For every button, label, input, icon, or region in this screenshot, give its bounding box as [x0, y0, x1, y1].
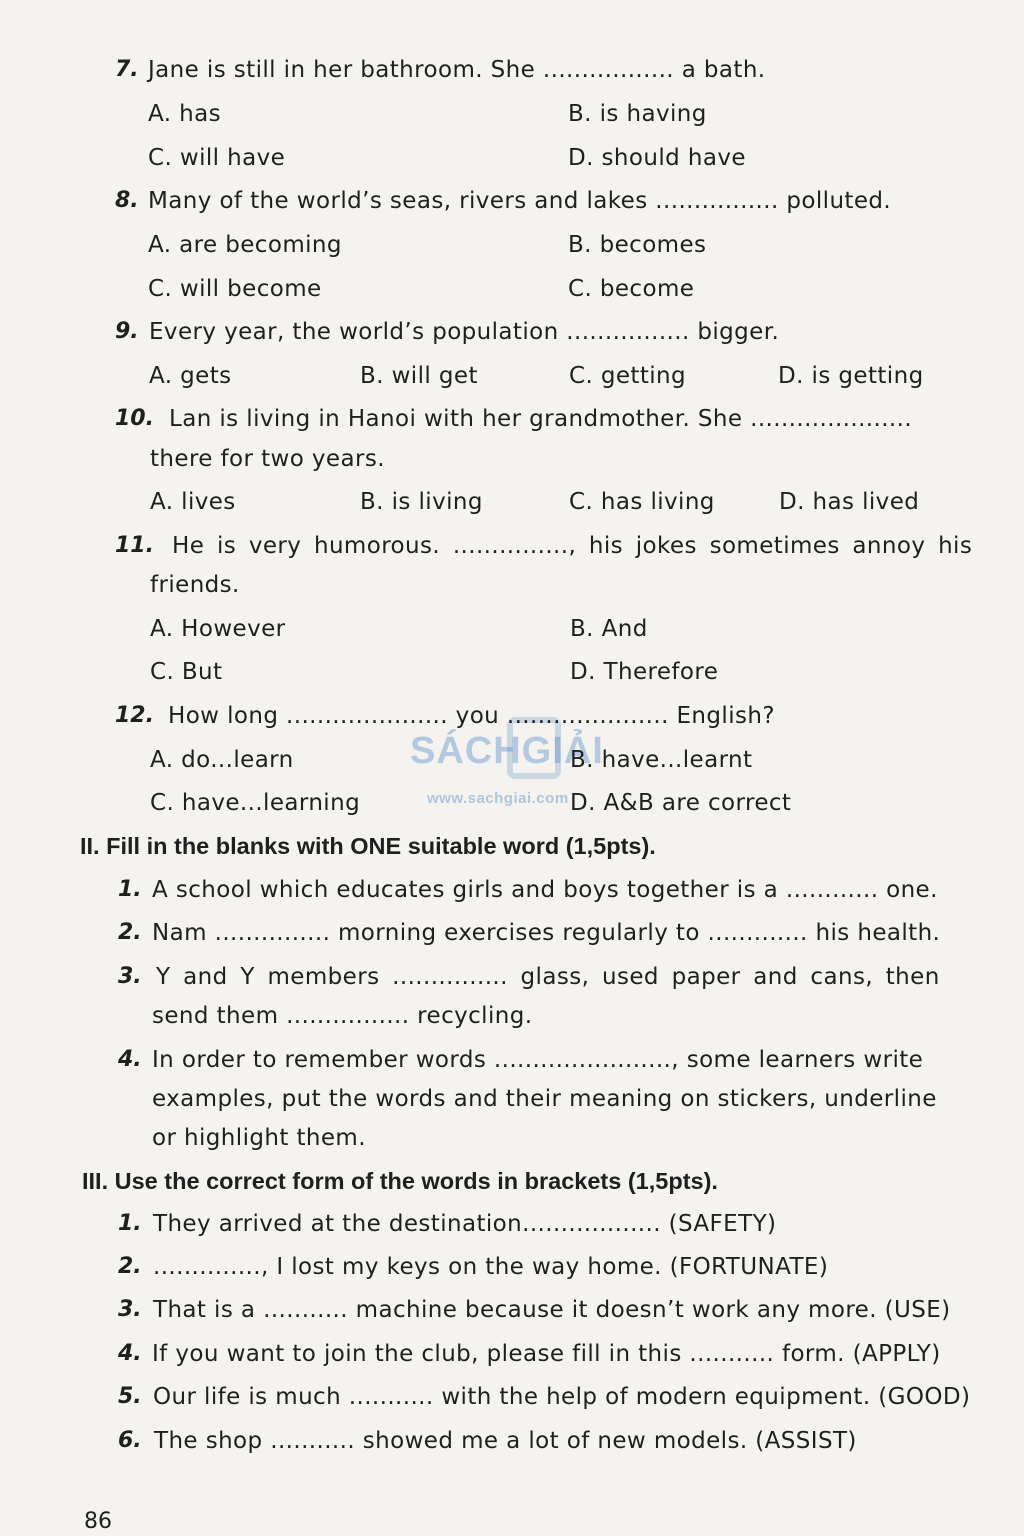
option-c: C. will have — [148, 145, 286, 171]
item-number: 1. — [118, 877, 142, 902]
option-b: B. is living — [360, 489, 483, 515]
item-number: 3. — [118, 964, 142, 989]
option-c: C. have...learning — [150, 790, 361, 816]
option-a: A. gets — [149, 363, 232, 389]
fill-item: In order to remember words ......................., some learners write — [152, 1047, 924, 1073]
item-number: 1. — [118, 1211, 142, 1236]
option-b: B. And — [570, 616, 648, 642]
question-number: 9. — [115, 319, 139, 344]
question-stem: Lan is living in Hanoi with her grandmother. She ..................... — [169, 406, 913, 432]
question-stem: He is very humorous. ..............., his jokes sometimes annoy his — [172, 533, 973, 559]
question-number: 8. — [115, 188, 139, 213]
word-form-item: .............., I lost my keys on the way home. (FORTUNATE) — [153, 1254, 829, 1280]
option-d: C. become — [568, 276, 695, 302]
option-b: B. will get — [360, 363, 478, 389]
option-b: B. becomes — [568, 232, 707, 258]
item-number: 3. — [118, 1297, 142, 1322]
option-d: D. is getting — [778, 363, 924, 389]
fill-item-continued: or highlight them. — [152, 1125, 366, 1151]
option-d: D. Therefore — [570, 659, 719, 685]
item-number: 4. — [118, 1341, 142, 1366]
item-number: 5. — [118, 1384, 142, 1409]
page-number: 86 — [84, 1509, 112, 1534]
word-form-item: The shop ........... showed me a lot of new models. (ASSIST) — [154, 1428, 857, 1454]
fill-item-continued: send them ................ recycling. — [152, 1003, 533, 1029]
option-a: A. lives — [150, 489, 236, 515]
item-number: 6. — [118, 1428, 142, 1453]
fill-item: A school which educates girls and boys together is a ............ one. — [152, 877, 938, 903]
fill-item: Y and Y members ............... glass, used paper and cans, then — [156, 964, 940, 990]
watermark-brand: SÁCHGIẢI — [410, 730, 604, 772]
option-d: D. should have — [568, 145, 746, 171]
option-c: C. getting — [569, 363, 687, 389]
fill-item-continued: examples, put the words and their meaning on stickers, underline — [152, 1086, 937, 1112]
option-b: B. is having — [568, 101, 707, 127]
word-form-item: Our life is much ........... with the help of modern equipment. (GOOD) — [153, 1384, 971, 1410]
question-stem: Many of the world’s seas, rivers and lakes ................ polluted. — [148, 188, 892, 214]
option-a: A. However — [150, 616, 286, 642]
item-number: 4. — [118, 1047, 142, 1072]
word-form-item: If you want to join the club, please fill in this ........... form. (APPLY) — [152, 1341, 941, 1367]
question-number: 10. — [115, 406, 154, 431]
question-stem: Jane is still in her bathroom. She ................. a bath. — [148, 57, 766, 83]
section-heading: III. Use the correct form of the words in brackets (1,5pts). — [82, 1168, 718, 1194]
question-number: 12. — [115, 703, 154, 728]
item-number: 2. — [118, 920, 142, 945]
question-stem-continued: there for two years. — [150, 446, 385, 472]
word-form-item: That is a ........... machine because it doesn’t work any more. (USE) — [153, 1297, 951, 1323]
option-d: D. has lived — [779, 489, 920, 515]
word-form-item: They arrived at the destination.................. (SAFETY) — [153, 1211, 777, 1237]
option-c: C. has living — [569, 489, 715, 515]
option-d: D. A&B are correct — [570, 790, 792, 816]
option-a: A. do...learn — [150, 747, 294, 773]
section-heading: II. Fill in the blanks with ONE suitable word (1,5pts). — [80, 833, 656, 859]
item-number: 2. — [118, 1254, 142, 1279]
question-stem-continued: friends. — [150, 572, 240, 598]
watermark-url: www.sachgiai.com — [427, 790, 569, 807]
fill-item: Nam ............... morning exercises regularly to ............. his health. — [152, 920, 941, 946]
option-c: C. But — [150, 659, 223, 685]
option-a: A. are becoming — [148, 232, 342, 258]
question-stem: How long ..................... you ..................... English? — [168, 703, 775, 729]
option-a: A. has — [148, 101, 222, 127]
question-number: 7. — [115, 57, 139, 82]
option-b: B. have...learnt — [570, 747, 753, 773]
question-stem: Every year, the world’s population ................ bigger. — [149, 319, 780, 345]
option-c: C. will become — [148, 276, 322, 302]
question-number: 11. — [115, 533, 154, 558]
